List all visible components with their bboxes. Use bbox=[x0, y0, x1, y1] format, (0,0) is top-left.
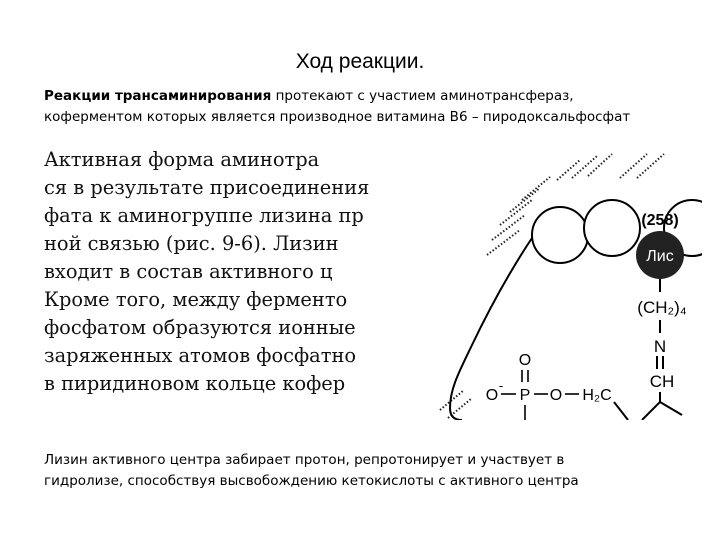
excerpt-line: фосфатом образуются ионные bbox=[44, 316, 356, 339]
phosphorus-atom: P bbox=[519, 387, 531, 404]
textbook-excerpt-image bbox=[44, 146, 392, 408]
excerpt-line: ной связью (рис. 9-6). Лизин bbox=[44, 232, 339, 255]
note-line-1: Лизин активного центра забирает протон, репротонирует и участвует в bbox=[44, 452, 565, 468]
explanation-note bbox=[44, 450, 704, 492]
hatching-marks bbox=[440, 154, 667, 418]
intro-paragraph bbox=[44, 86, 704, 128]
intro-line-2: коферментом которых является производное витамина В6 – пиродоксальфосфат bbox=[44, 109, 631, 125]
excerpt-line: в пиридиновом кольце кофер bbox=[44, 372, 346, 395]
phosphate-charge: - bbox=[498, 378, 504, 393]
intro-line-1 bbox=[44, 86, 704, 107]
intro-bold-term: Реакции трансаминирования bbox=[44, 88, 272, 104]
methylene-chain: (CH₂)₄ bbox=[637, 298, 687, 317]
excerpt-line: ся в результате присоединения bbox=[44, 176, 370, 199]
excerpt-line: Кроме того, между ферменто bbox=[44, 288, 348, 311]
intro-line-1-rest: протекают с участием аминотрансфераз, bbox=[271, 88, 574, 104]
residue-number: (258) bbox=[641, 212, 679, 229]
slide-title: Ход реакции. bbox=[295, 50, 425, 73]
pyridine-ring-fragment bbox=[614, 392, 682, 420]
imine-nitrogen: N bbox=[653, 337, 667, 356]
excerpt-line: фата к аминогруппе лизина пр bbox=[44, 204, 364, 227]
lysine-label: Лис bbox=[646, 248, 674, 265]
excerpt-line: входит в состав активного ц bbox=[44, 260, 333, 283]
enzyme-active-site-diagram bbox=[392, 140, 702, 420]
phosphate-oxygen-left: O bbox=[485, 387, 499, 404]
methylene-group: H₂C bbox=[582, 387, 612, 404]
phosphate-oxygen-right: O bbox=[549, 387, 563, 404]
note-line-2: гидролизе, способствуя высвобождению кетокислоты с активного центра bbox=[44, 473, 579, 489]
phosphate-oxygen-top: O bbox=[518, 352, 532, 369]
excerpt-line: Активная форма аминотра bbox=[44, 148, 320, 171]
imine-carbon: CH bbox=[649, 372, 675, 391]
excerpt-line: заряженных атомов фосфатно bbox=[44, 344, 357, 367]
